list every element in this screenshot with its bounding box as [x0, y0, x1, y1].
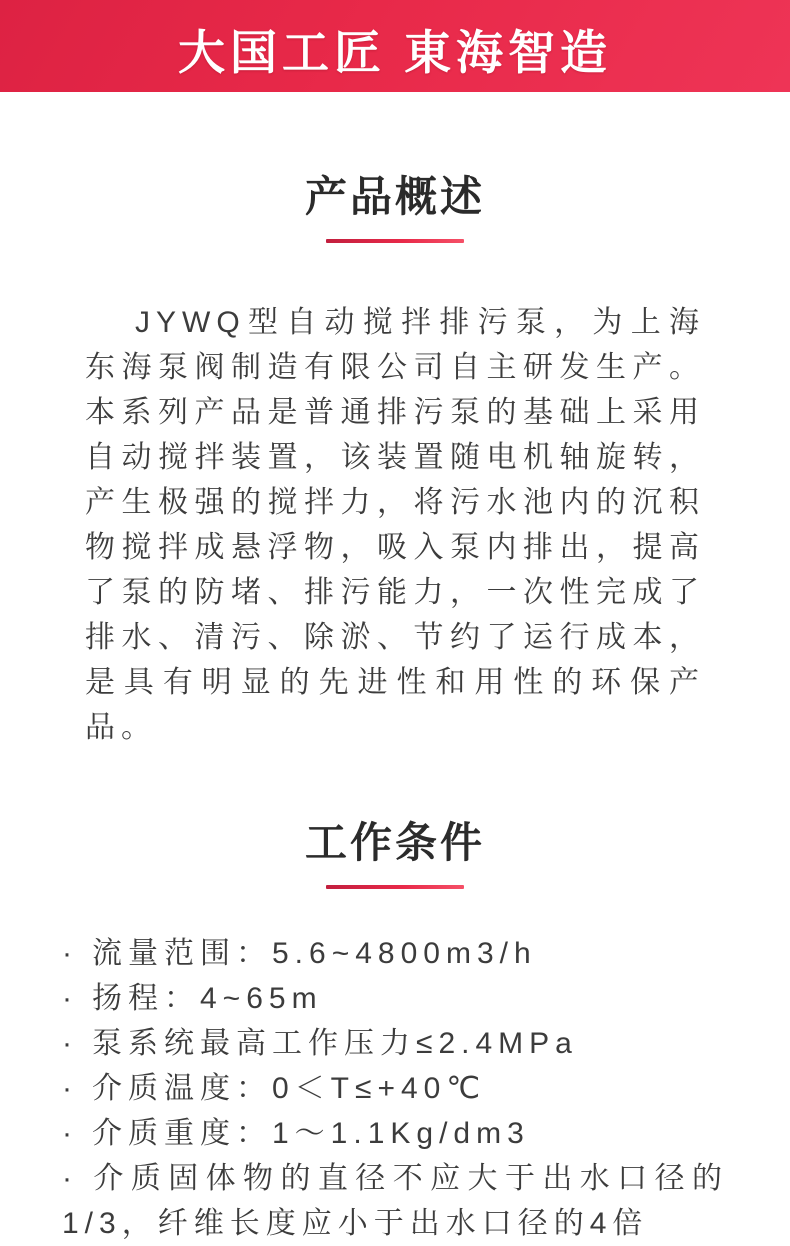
list-item-head: [62, 976, 728, 1021]
spec-text: 流量范围：5.6~4800m3/h: [92, 937, 537, 970]
list-item-medium-density: [62, 1111, 728, 1156]
spec-text: 扬程：4~65m: [92, 982, 323, 1015]
bullet-dot: ·: [62, 1117, 78, 1150]
bullet-dot: ·: [62, 937, 78, 970]
banner: [0, 0, 790, 92]
work-conditions-section-title: 工作条件: [304, 819, 485, 866]
overview-paragraph: JYWQ型自动搅拌排污泵，为上海东海泵阀制造有限公司自主研发生产。本系列产品是普通排污泵的基础上采用自动搅拌装置，该装置随电机轴旋转，产生极强的搅拌力，将污水池内的沉积物搅拌成悬浮物，吸入泵内排出，提高了泵的防堵、排污能力，一次性完成了排水、清污、除淤、节约了运行成本，是具有明显的先进性和用性的环保产品。: [85, 306, 705, 744]
content: [0, 164, 790, 1246]
banner-title: 大国工匠 東海智造: [177, 25, 613, 79]
bullet-dot: ·: [62, 1162, 78, 1195]
spec-text: 介质固体物的直径不应大于出水口径的1/3，纤维长度应小于出水口径的4倍: [62, 1162, 728, 1240]
list-item-medium-temperature: [62, 1066, 728, 1111]
list-item-max-pressure: [62, 1021, 728, 1066]
overview-section-title: 产品概述: [304, 173, 485, 220]
spec-text: 介质温度：0＜T≤+40℃: [92, 1072, 487, 1105]
overview-title-underline: [326, 239, 464, 243]
work-conditions-section: [0, 810, 790, 1246]
bullet-dot: ·: [62, 1072, 78, 1105]
list-item-flow-range: [62, 931, 728, 976]
spec-text: 泵系统最高工作压力≤2.4MPa: [92, 1027, 578, 1060]
list-item-solid-size: [62, 1156, 728, 1246]
bullet-dot: ·: [62, 1027, 78, 1060]
spec-list: [62, 931, 728, 1246]
bullet-dot: ·: [62, 982, 78, 1015]
work-conditions-title-underline: [326, 885, 464, 889]
overview-section: [0, 164, 790, 750]
spec-text: 介质重度：1～1.1Kg/dm3: [92, 1117, 530, 1150]
